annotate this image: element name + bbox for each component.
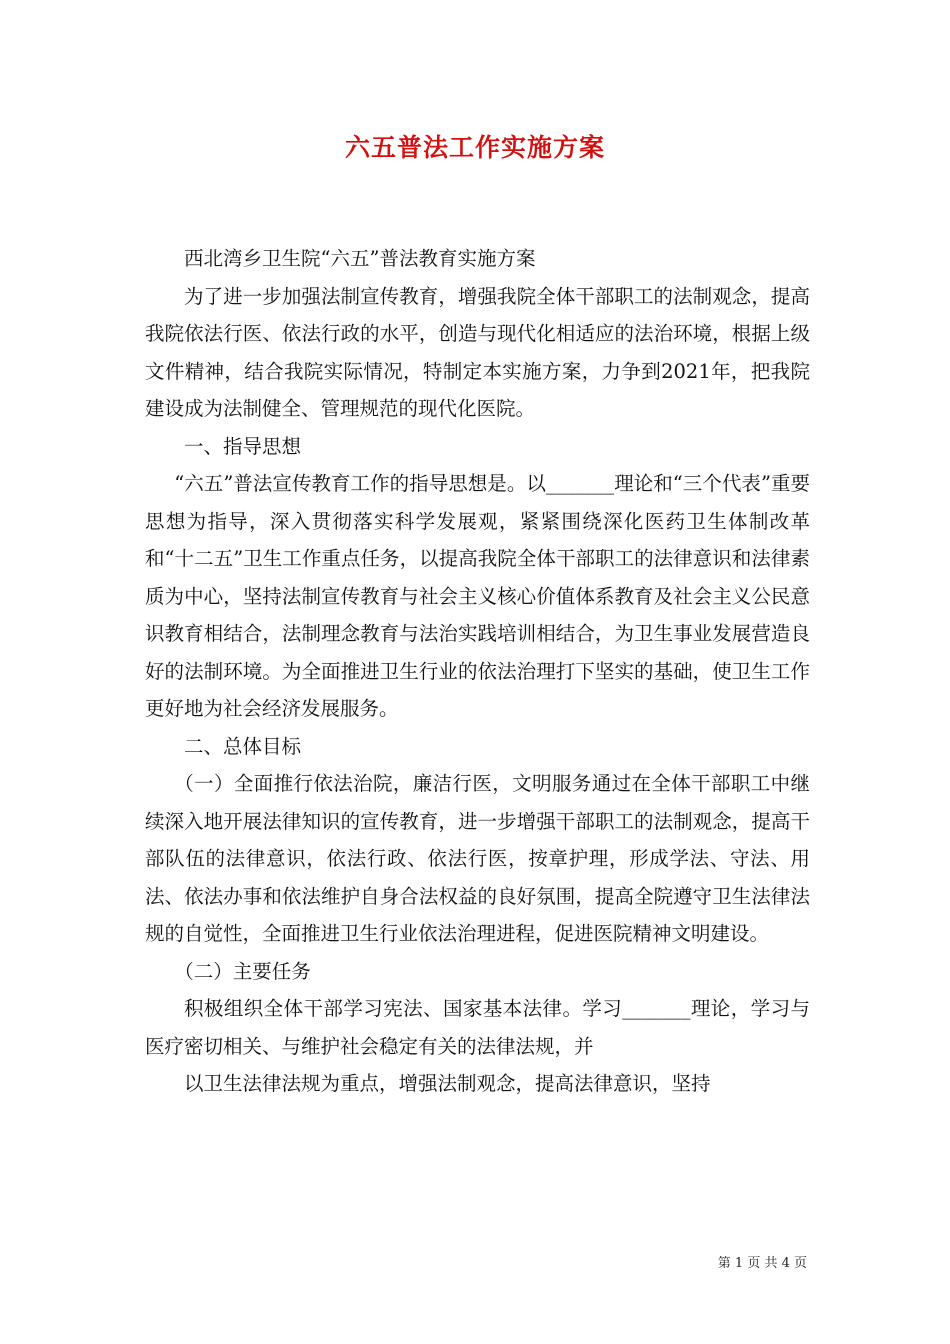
overall-goal-paragraph: （一）全面推行依法治院，廉洁行医，文明服务通过在全体干部职工中继续深入地开展法律知识的宣传教育，进一步增强干部职工的法制观念，提高干部队伍的法律意识，依法行政、依法行医，按章护理，形成学法、守法、用法、依法办事和依法维护自身合法权益的良好氛围，提高全院遵守卫生法律法规的自觉性，全面推进卫生行业依法治理进程，促进医院精神文明建设。 (145, 772, 810, 945)
section-heading-overall-goal: 二、总体目标 (184, 734, 302, 758)
subtitle-paragraph: 西北湾乡卫生院“六五”普法教育实施方案 (184, 247, 536, 270)
document-title: 六五普法工作实施方案 (344, 133, 605, 162)
guiding-ideology-paragraph: “六五”普法宣传教育工作的指导思想是。以_______理论和“三个代表”重要思想为指导，深入贯彻落实科学发展观，紧紧围绕深化医药卫生体制改革和“十二五”卫生工作重点任务，以提高我院全体干部职工的法律意识和法律素质为中心，坚持法制宣传教育与社会主义核心价值体系教育及社会主义公民意识教育相结合，法制理念教育与法治实践培训相结合，为卫生事业发展营造良好的法制环境。为全面推进卫生行业的依法治理打下坚实的基础，使卫生工作更好地为社会经济发展服务。 (145, 472, 810, 720)
main-tasks-paragraph: 积极组织全体干部学习宪法、国家基本法律。学习_______理论，学习与医疗密切相关、与维护社会稳定有关的法律法规，并 (145, 997, 810, 1058)
document-body (145, 240, 810, 1103)
page-number-footer: 第 1 页 共 4 页 (717, 1256, 807, 1271)
section-heading-main-tasks: （二）主要任务 (174, 959, 311, 983)
continuation-paragraph: 以卫生法律法规为重点，增强法制观念，提高法律意识，坚持 (184, 1072, 711, 1095)
section-heading-guiding-ideology: 一、指导思想 (184, 434, 302, 458)
intro-paragraph: 为了进一步加强法制宣传教育，增强我院全体干部职工的法制观念，提高我院依法行医、依法行政的水平，创造与现代化相适应的法治环境，根据上级文件精神，结合我院实际情况，特制定本实施方案，力争到2021年，把我院建设成为法制健全、管理规范的现代化医院。 (145, 284, 810, 420)
